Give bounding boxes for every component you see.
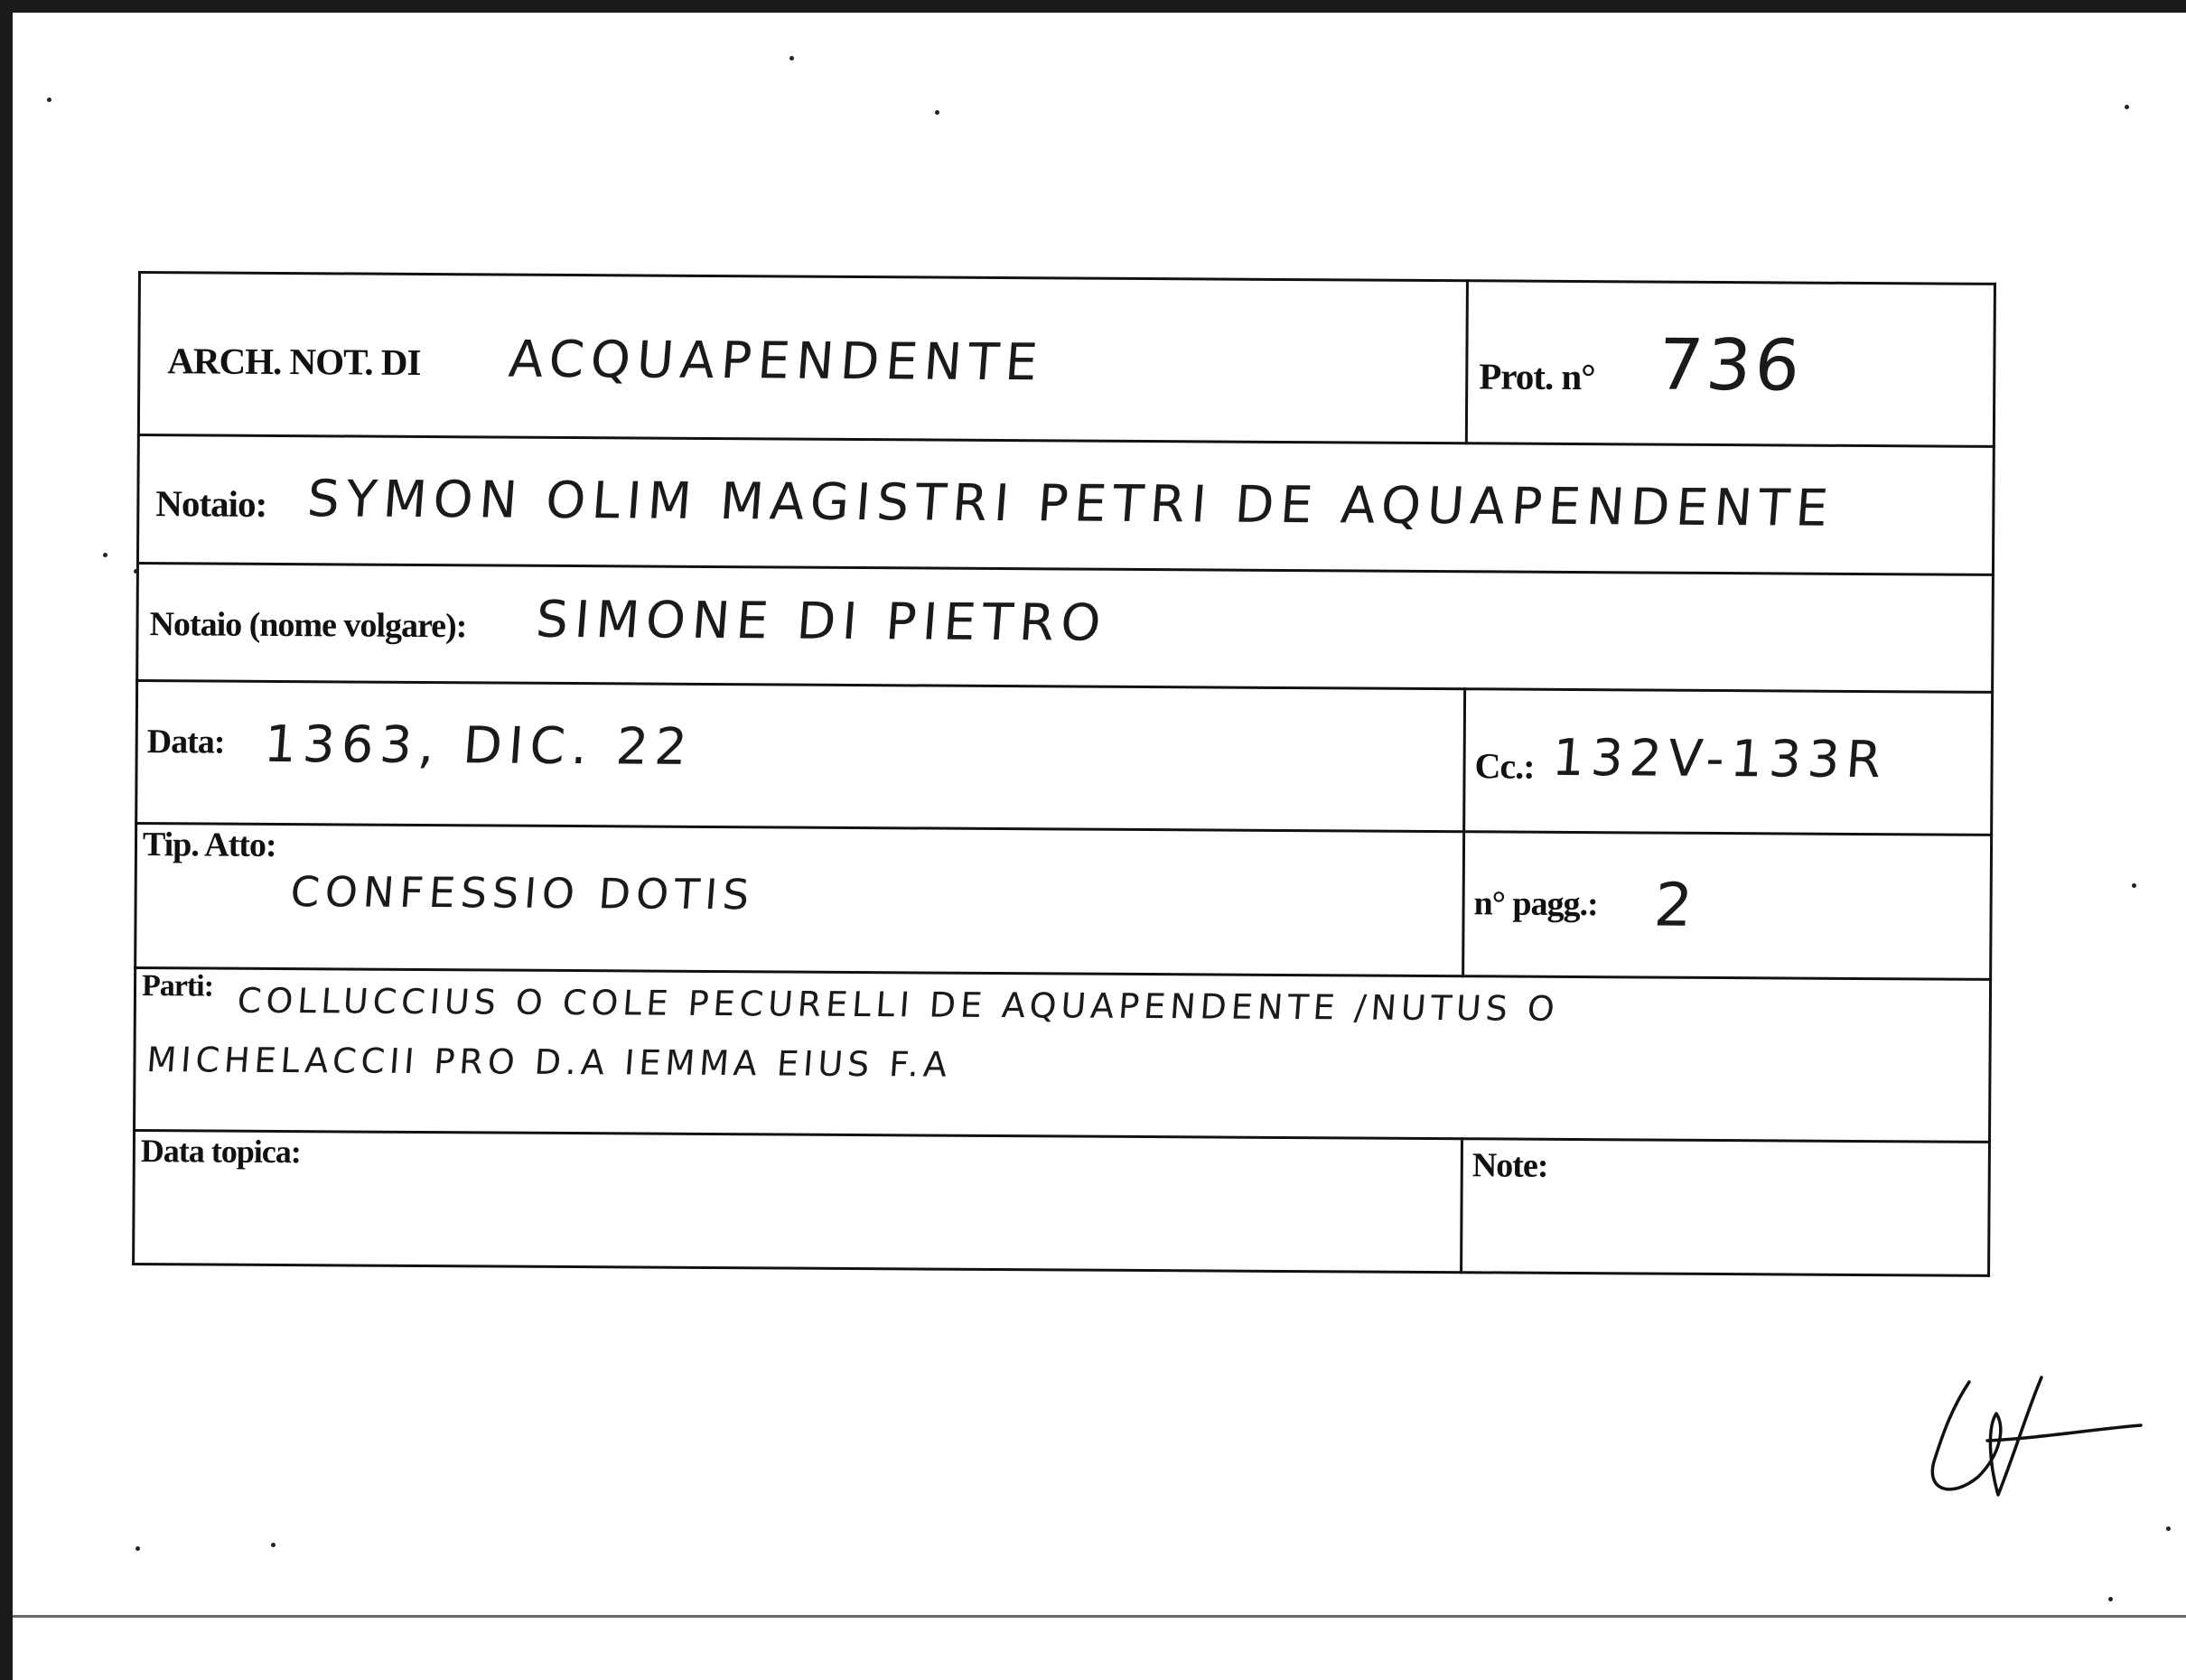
parties-cell bbox=[135, 967, 1991, 1142]
archive-cell bbox=[138, 273, 1467, 443]
row-archive bbox=[138, 273, 1994, 447]
scan-speck bbox=[789, 56, 794, 61]
row-parties bbox=[135, 967, 1991, 1142]
scan-speck bbox=[2108, 1597, 2113, 1601]
date-label: Data: bbox=[146, 723, 225, 761]
place-cell bbox=[134, 1130, 1462, 1272]
archive-value: ACQUAPENDENTE bbox=[506, 330, 1046, 393]
act-type-value: CONFESSIO DOTIS bbox=[288, 867, 757, 919]
row-notary-vernacular bbox=[137, 564, 1994, 693]
scan-speck bbox=[135, 1546, 140, 1551]
scan-speck bbox=[47, 98, 51, 102]
act-type-cell bbox=[135, 823, 1464, 975]
notary-vernacular-label: Notaio (nome volgare): bbox=[149, 605, 467, 646]
row-notary bbox=[137, 435, 1994, 575]
scan-speck bbox=[134, 569, 138, 574]
cc-value: 132V-133R bbox=[1550, 728, 1891, 790]
protocol-value: 736 bbox=[1654, 324, 1807, 407]
date-value: 1363, DIC. 22 bbox=[262, 714, 696, 777]
notes-cell bbox=[1462, 1139, 1990, 1276]
act-type-label: Tip. Atto: bbox=[142, 826, 276, 864]
notary-cell bbox=[137, 435, 1994, 575]
scan-speck bbox=[2132, 883, 2136, 888]
parties-line-1: COLLUCCIUS O COLE PECURELLI DE AQUAPENDENTE /NUTUS O bbox=[236, 980, 1561, 1029]
cc-label: Cc.: bbox=[1474, 745, 1535, 787]
notes-label: Note: bbox=[1471, 1146, 1548, 1185]
protocol-label: Prot. n° bbox=[1479, 355, 1595, 398]
notary-label: Notaio: bbox=[155, 482, 267, 525]
pages-cell bbox=[1463, 832, 1992, 980]
archive-record-card bbox=[132, 271, 1996, 1277]
cc-cell bbox=[1464, 689, 1993, 835]
scan-speck bbox=[2125, 105, 2129, 109]
scan-speck bbox=[271, 1543, 276, 1547]
row-date bbox=[136, 681, 1993, 835]
parties-line-2: MICHELACCII PRO D.A IEMMA EIUS F.A bbox=[145, 1040, 953, 1085]
scan-speck bbox=[103, 553, 107, 557]
scan-edge-line bbox=[13, 1615, 2186, 1618]
protocol-cell bbox=[1466, 281, 1994, 447]
signature-mark bbox=[1915, 1373, 2150, 1508]
pages-value: 2 bbox=[1651, 870, 1702, 940]
row-place-notes bbox=[134, 1130, 1990, 1275]
scan-speck bbox=[935, 110, 939, 115]
scan-speck bbox=[2166, 1526, 2171, 1531]
notary-vernacular-cell bbox=[137, 564, 1994, 693]
scan-border-top bbox=[0, 0, 2186, 13]
place-label: Data topica: bbox=[140, 1133, 301, 1171]
scan-border-left bbox=[0, 0, 13, 1680]
parties-label: Parti: bbox=[141, 969, 214, 1003]
notary-value: SYMON OLIM MAGISTRI PETRI DE AQUAPENDENTE bbox=[304, 470, 1836, 538]
row-act-type bbox=[135, 823, 1992, 979]
pages-label: n° pagg.: bbox=[1473, 884, 1598, 924]
archive-label: ARCH. NOT. DI bbox=[167, 340, 421, 383]
notary-vernacular-value: SIMONE DI PIETRO bbox=[534, 590, 1109, 653]
date-cell bbox=[136, 681, 1465, 832]
